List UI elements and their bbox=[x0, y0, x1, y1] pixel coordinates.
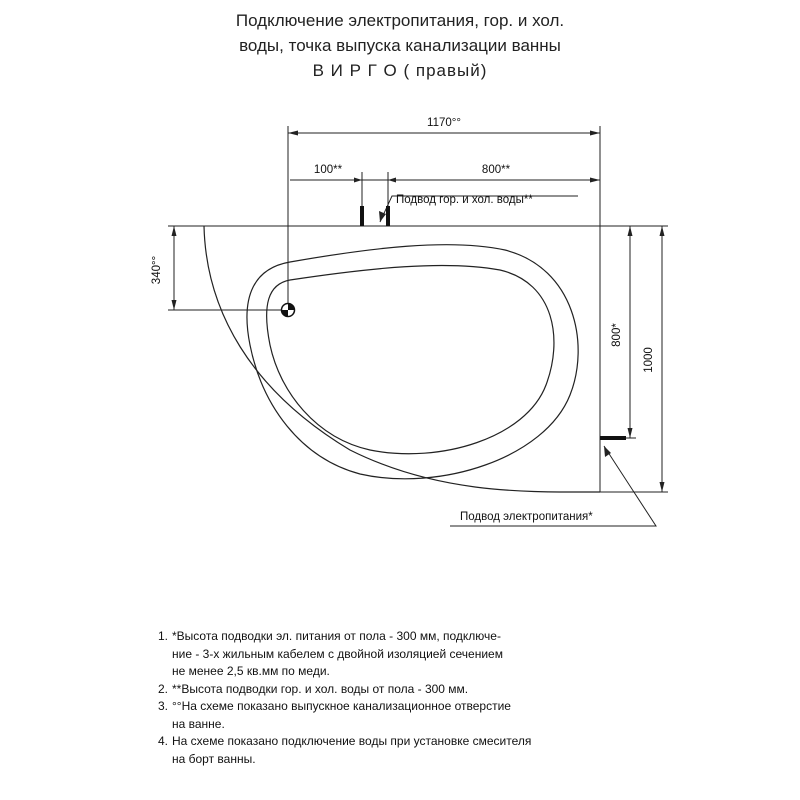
dim-label-1170: 1170°° bbox=[427, 117, 461, 129]
dim-label-100: 100** bbox=[313, 164, 343, 176]
note-text: *Высота подводки эл. питания от пола - 300 мм, подключе- ние - 3-х жильным кабелем с двойной изоляцией сечением не менее 2,5 кв.мм по меди. bbox=[172, 629, 503, 678]
note-text: **Высота подводки гор. и хол. воды от пола - 300 мм. bbox=[172, 681, 469, 696]
note-number: 4. bbox=[158, 734, 169, 748]
arrow-800-side-bottom bbox=[628, 428, 633, 438]
note-number: 2. bbox=[158, 681, 169, 696]
arrow-800-right bbox=[590, 178, 600, 183]
bathtub-rim bbox=[247, 245, 578, 479]
drain-outlet-icon bbox=[282, 304, 295, 317]
note-text: На схеме показано подключение воды при установке смесителя на борт ванны. bbox=[172, 734, 532, 766]
note-text: °°На схеме показано выпускное канализационное отверстие на ванне. bbox=[172, 699, 511, 731]
note-number: 3. bbox=[158, 699, 169, 713]
dim-label-800-top: 800** bbox=[481, 164, 511, 176]
note-number: 1. bbox=[158, 629, 169, 643]
bathtub-outer-contour bbox=[204, 226, 600, 492]
dim-label-340: 340°° bbox=[151, 255, 163, 285]
arrow-1170-left bbox=[288, 131, 298, 136]
water-supply-label: Подвод гор. и хол. воды** bbox=[396, 194, 533, 206]
note-item bbox=[158, 698, 758, 733]
arrow-340-top bbox=[172, 226, 177, 236]
note-item bbox=[158, 733, 758, 768]
power-supply-label: Подвод электропитания* bbox=[460, 511, 593, 523]
arrow-100-right bbox=[354, 178, 362, 183]
title-line-3: В И Р Г О ( правый) bbox=[312, 61, 488, 80]
notes-list bbox=[158, 628, 758, 768]
dim-label-800-side: 800* bbox=[611, 323, 623, 347]
arrow-water-leader bbox=[379, 211, 386, 222]
arrow-1000-top bbox=[660, 226, 665, 236]
title-line-2: воды, точка выпуска канализации ванны bbox=[239, 36, 561, 55]
note-item bbox=[158, 681, 758, 699]
power-outlet-icon bbox=[600, 436, 626, 440]
arrow-800-side-top bbox=[628, 226, 633, 236]
arrow-1170-right bbox=[590, 131, 600, 136]
arrow-800-left bbox=[388, 178, 396, 183]
arrow-340-bottom bbox=[172, 300, 177, 310]
note-item bbox=[158, 628, 758, 681]
title-line-1: Подключение электропитания, гор. и хол. bbox=[235, 11, 565, 30]
arrow-1000-bottom bbox=[660, 482, 665, 492]
bathtub-bowl bbox=[267, 265, 554, 453]
dim-label-1000: 1000 bbox=[643, 347, 655, 373]
